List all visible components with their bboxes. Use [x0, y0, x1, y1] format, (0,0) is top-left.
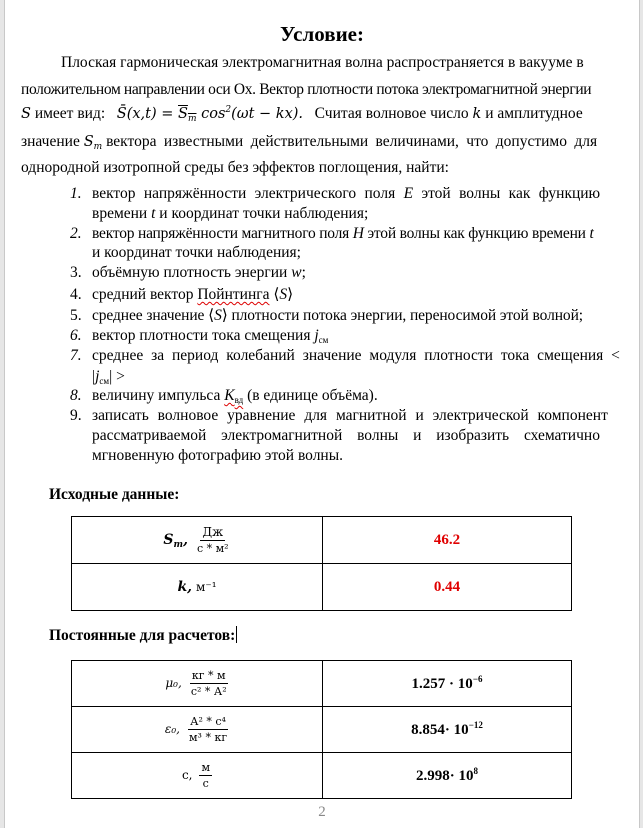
param-cell	[72, 707, 323, 753]
param-cell	[72, 517, 323, 564]
param-cell	[72, 661, 323, 707]
task-item-9-line-3: мгновенную фотографию этой волны.	[92, 447, 344, 464]
poynting-formula: S̄(x,t) = $S_m$ $\cos^2(\omega t - kx)$.	[116, 105, 304, 124]
task-item-5: среднее значение ⟨S⟩ плотности потока энергии, переносимой этой волной;	[92, 307, 583, 324]
text-fragment: значение	[21, 133, 80, 150]
task-number-3: 3.	[70, 264, 82, 281]
value-cell: 0.44	[323, 564, 572, 611]
intro-line-3	[21, 106, 597, 124]
value-cell	[323, 661, 572, 707]
task-item-2-line-2: и координат точки наблюдения;	[92, 244, 301, 261]
unit-denominator: м³ * кг	[188, 731, 228, 744]
value-exponent: −12	[468, 720, 483, 730]
param-symbol: μ₀,	[165, 676, 182, 691]
text-fragment: имеет вид:	[34, 105, 106, 122]
task-item-9-line-1: записать волновое уравнение для магнитной и электрической компонент	[92, 407, 608, 424]
table-row	[72, 707, 572, 753]
task-item-7-line-2: $|j_{см}|$ >	[92, 368, 125, 386]
unit-numerator: кг * м	[191, 669, 226, 682]
task-item-6: вектор плотности тока смещения $j_{см}$	[92, 327, 329, 345]
param-symbol: k,	[177, 579, 193, 595]
task-item-1-line-2: времени t и координат точки наблюдения;	[92, 205, 369, 222]
unit-denominator: с	[202, 777, 209, 790]
symbol-s: S	[21, 106, 31, 122]
intro-line-4	[21, 134, 597, 152]
unit-denominator: с * м²	[196, 542, 229, 555]
task-item-8: величину импульса $K_{вд}$ (в единице объёма).	[92, 387, 378, 405]
constants-heading	[49, 626, 237, 645]
constants-table	[71, 660, 572, 799]
task-item-4: средний вектор Пойнтинга ⟨S⟩	[92, 286, 294, 303]
param-symbol: с,	[181, 768, 193, 783]
task-item-2-line-1: вектор напряжённости магнитного поля H этой волны как функцию времени t	[92, 225, 594, 242]
table-row	[72, 753, 572, 799]
param-symbol: ε₀,	[164, 722, 180, 737]
value-cell	[323, 707, 572, 753]
task-number-7: 7.	[70, 347, 82, 364]
page-title: Условие:	[280, 22, 364, 46]
param-unit	[187, 715, 229, 744]
task-number-4: 4.	[70, 286, 82, 303]
heading-text: Постоянные для расчетов:	[49, 627, 236, 644]
task-number-5: 5.	[70, 307, 82, 324]
symbol-k: k	[472, 106, 482, 122]
param-cell	[72, 564, 323, 611]
value-mantissa: 8.854· 10	[411, 722, 469, 738]
param-unit	[199, 761, 212, 790]
intro-line-2: положительном направлении оси Ох. Вектор плотности потока электромагнитной энергии	[21, 81, 592, 98]
text-cursor	[236, 626, 237, 643]
unit-numerator: м	[201, 761, 211, 774]
value-cell: 46.2	[323, 517, 572, 564]
task-number-8: 8.	[70, 387, 82, 404]
text-fragment: вектора известными действительными величинами, что допустимо для	[106, 133, 598, 150]
table-row	[72, 661, 572, 707]
param-symbol: $S_m$,	[163, 531, 188, 550]
value-mantissa: 2.998· 10	[415, 768, 474, 784]
param-unit	[189, 669, 229, 698]
page-number: 2	[318, 804, 326, 820]
unit-numerator: А² * с⁴	[190, 715, 226, 728]
task-number-6: 6.	[70, 327, 82, 344]
param-cell	[72, 753, 323, 799]
task-number-2: 2.	[70, 225, 82, 242]
text-fragment: Считая волновое число	[314, 105, 469, 122]
task-item-1-line-1: вектор напряжённости электрического поля E этой волны как функцию	[92, 185, 601, 202]
table-row	[72, 517, 572, 564]
table-row	[72, 564, 572, 611]
value-cell	[323, 753, 572, 799]
value-exponent: 8	[473, 766, 478, 776]
unit-denominator: с² * А²	[190, 685, 227, 698]
source-data-heading: Исходные данные:	[49, 486, 180, 503]
task-item-3: объёмную плотность энергии w;	[92, 264, 306, 281]
document-page	[4, 0, 640, 828]
intro-line-5: однородной изотропной среды без эффектов поглощения, найти:	[21, 159, 449, 176]
task-item-1	[70, 186, 82, 202]
task-item-9-line-2: рассматриваемой электромагнитной волны и изобразить схематично	[92, 427, 600, 444]
task-number-9: 9.	[70, 407, 82, 424]
task-number: 1.	[70, 185, 82, 202]
param-unit: м⁻¹	[196, 580, 217, 594]
symbol-sm: $S_m$	[83, 134, 103, 152]
value-exponent: −6	[472, 674, 483, 684]
text-fragment: и амплитудное	[485, 105, 583, 122]
value-mantissa: 1.257 · 10	[411, 676, 473, 692]
intro-line-1: Плоская гармоническая электромагнитная волна распространяется в вакууме в	[61, 54, 584, 71]
unit-numerator: Дж	[202, 525, 224, 539]
task-item-7-line-1: среднее за период колебаний значение модуля плотности тока смещения <	[92, 347, 620, 364]
param-unit	[195, 525, 231, 555]
source-data-table	[71, 516, 572, 611]
